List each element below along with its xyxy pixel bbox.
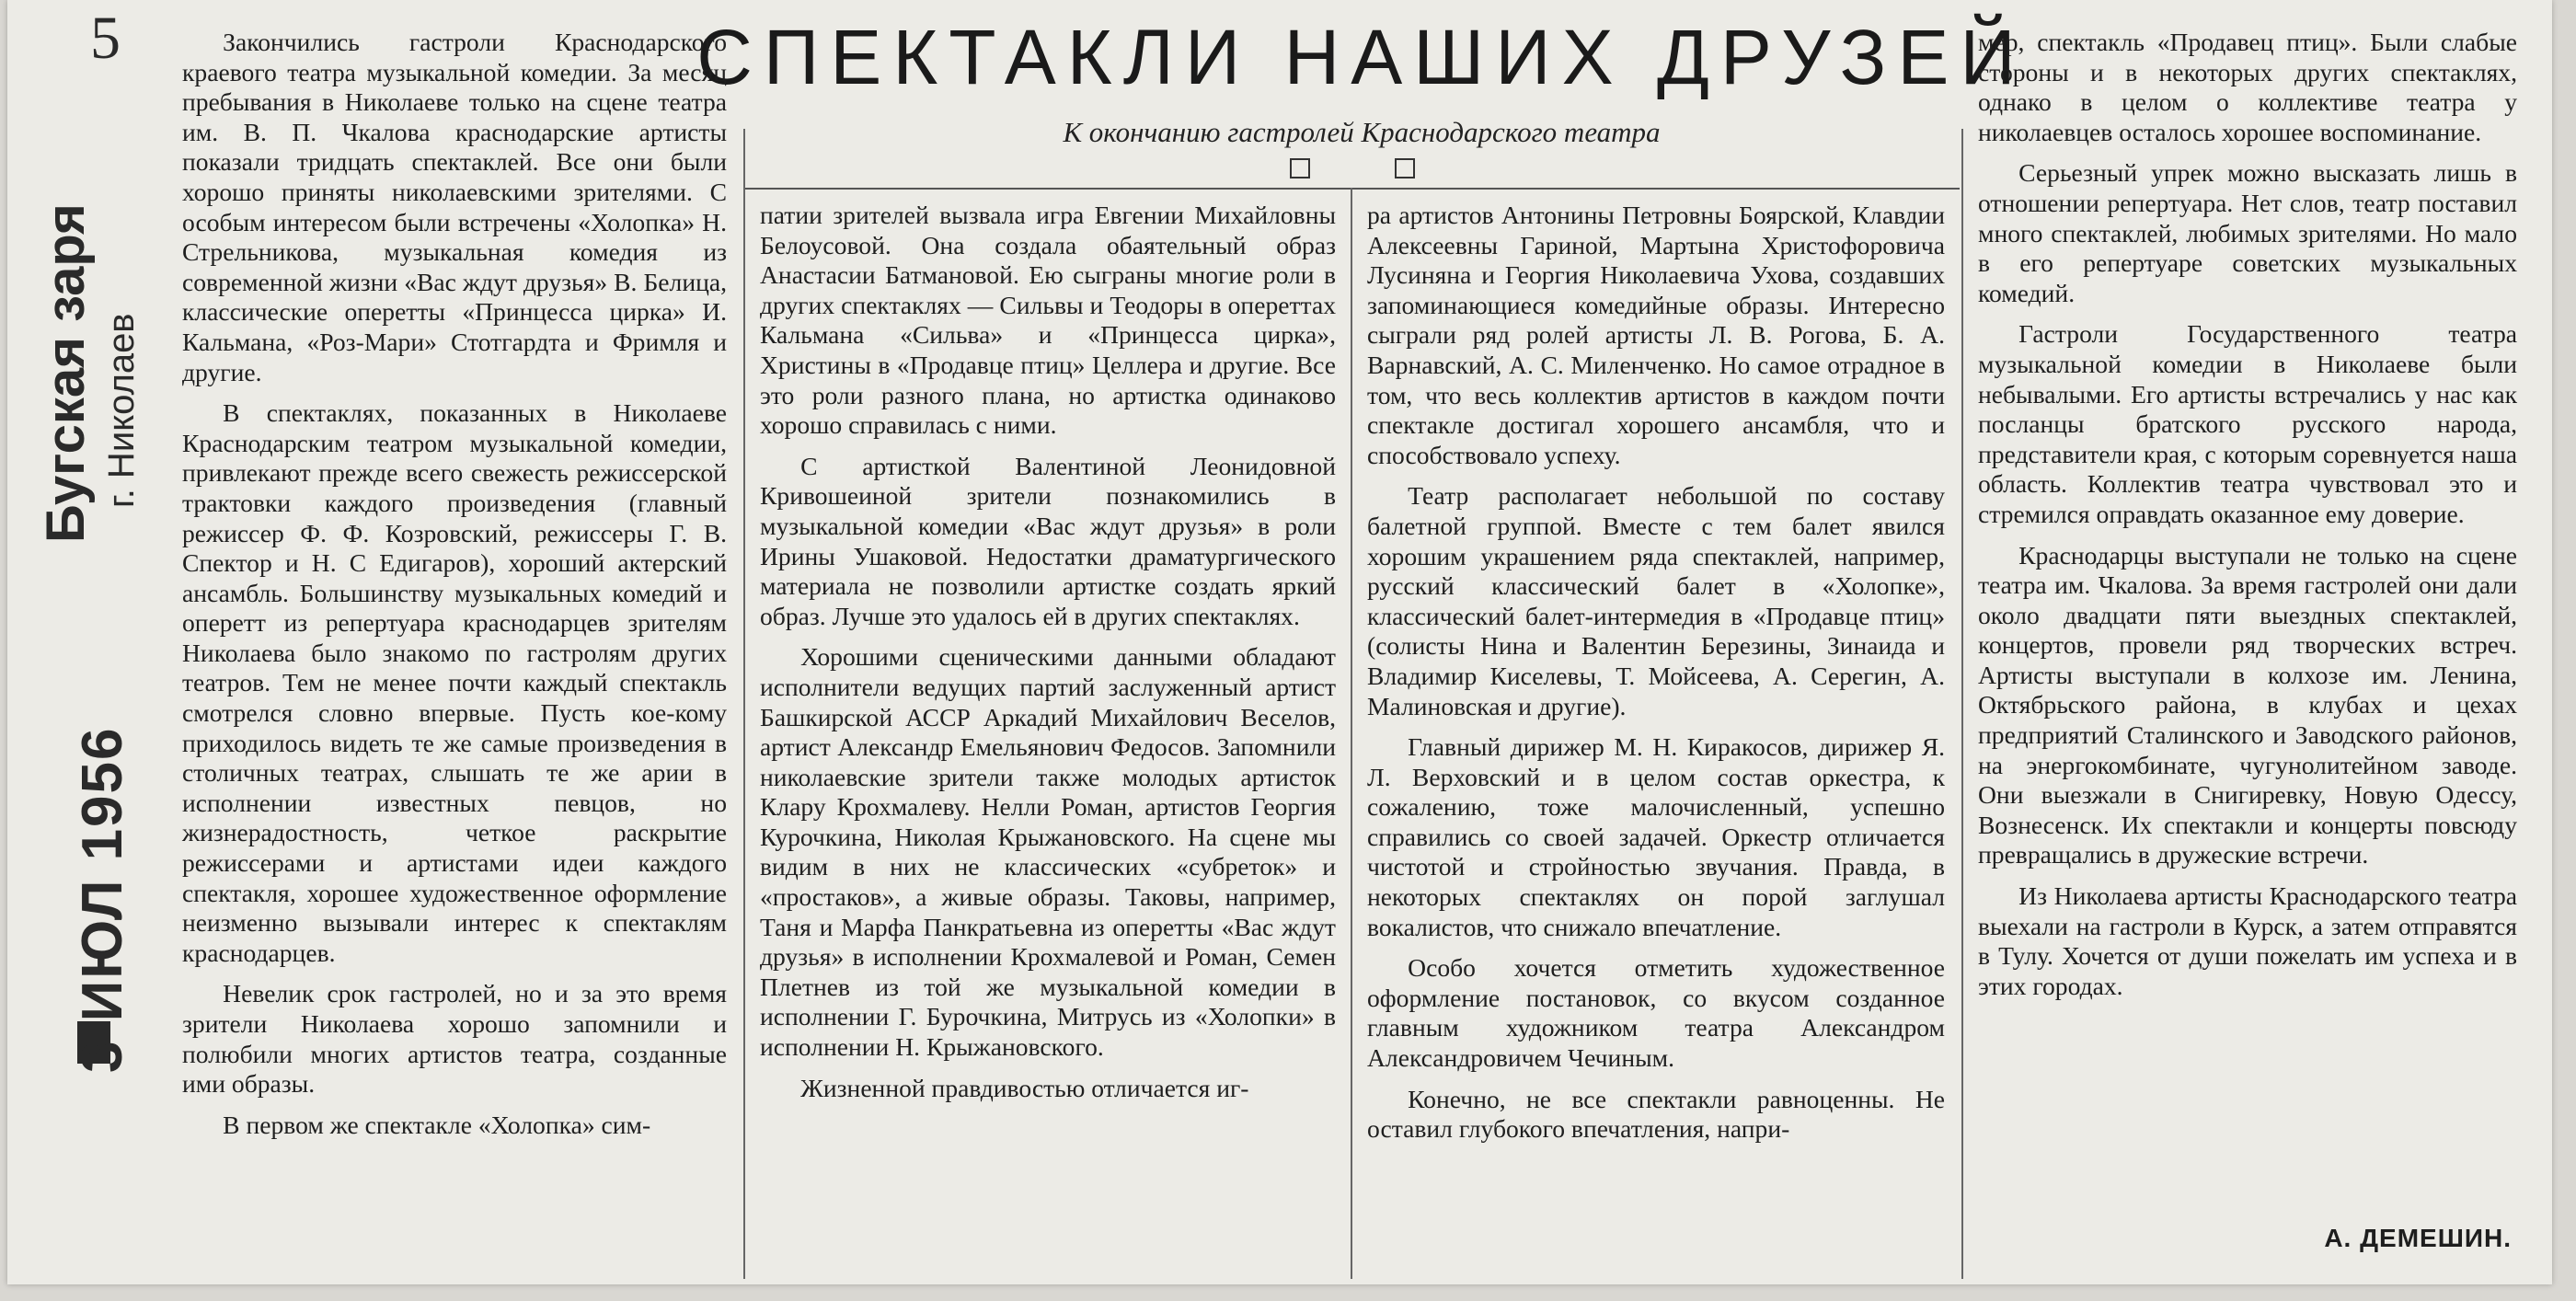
paragraph: Серьезный упрек можно высказать лишь в отношении репертуара. Нет слов, театр поставил много спектаклей, любимых зрителями. Но мало в его репертуаре советских музыкальных комедий. xyxy=(1978,158,2517,307)
column-rule xyxy=(1351,188,1352,1279)
ornament-square xyxy=(1290,158,1310,178)
paragraph: Хорошими сценическими данными обладают исполнители ведущих партий заслуженный артист Башкирской АССР Аркадий Михайлович Веселов, артист Александр Емельянович Федосов. Запомнили николаевские зрители также молодых артисток Клару Крохмалеву. Нелли Роман, артистов Георгия Курочкина, Николая Крыжановского. На сцене мы видим в них не классических «субреток» и «простаков», а живые образы. Таковы, например, Таня и Марфа Панкратьевна из оперетты «Вас ждут друзья» в исполнении Крохмалевой и Роман, Семен Плетнев из той же музыкальной комедии в исполнении Г. Бурочкина, Митрусь из «Холопки» в исполнении Н. Крыжановского. xyxy=(760,642,1336,1062)
paragraph: Конечно, не все спектакли равноценны. Не оставил глубокого впечатления, напри- xyxy=(1367,1084,1945,1144)
paragraph: патии зрителей вызвала игра Евгении Михайловны Белоусовой. Она создала обаятельный образ Анастасии Батмановой. Ею сыграны многие роли в других спектаклях — Сильвы и Теодоры в опереттах Кальмана «Сильва» и «Принцесса цирка», Христины в «Продавце птиц» Целлера и другие. Все это роли разного плана, но артистка одинаково хорошо справилась с ними. xyxy=(760,201,1336,440)
paragraph: Особо хочется отметить художественное оформление постановок, со вкусом созданное главным художником театра Александром Александровичем Чечиным. xyxy=(1367,953,1945,1073)
headline: СПЕКТАКЛИ НАШИХ ДРУЗЕЙ xyxy=(696,14,2027,100)
paragraph: Гастроли Государственного театра музыкальной комедии в Николаеве были небывалыми. Его артисты встречались у нас как посланцы братского русского народа, представители края, с которым соревнуется наша область. Коллектив театра чувствовал это и стремился оправдать оказанное ему доверие. xyxy=(1978,319,2517,528)
article-column-1 xyxy=(182,28,727,1140)
subtitle: К окончанию гастролей Краснодарского театра xyxy=(1063,116,1661,148)
paragraph: Закончились гастроли Краснодарского краевого театра музыкальной комедии. За месяц пребывания в Николаеве только на сцене театра им. В. П. Чкалова краснодарские артисты показали тридцать спектаклей. Все они были хорошо приняты николаевскими зрителями. С особым интересом были встречены «Холопка» Н. Стрельникова, музыкальная комедия из современной жизни «Вас ждут друзья» В. Белица, классические оперетты «Принцесса цирка» И. Кальмана, «Роз-Мари» Стотгардта и Фримля и другие. xyxy=(182,28,727,386)
paragraph: Театр располагает небольшой по составу балетной группой. Вместе с тем балет явился хорошим украшением ряда спектаклей, например, русский классический балет в «Холопке», классический балет-интермедия в «Продавце птиц» (солисты Нина и Валентин Березины, Зинаида и Владимир Киселевы, Т. Мойсеева, А. Серегин, А. Малиновская и другие). xyxy=(1367,481,1945,720)
city-label: г. Николаев xyxy=(101,313,142,508)
paragraph: Краснодарцы выступали не только на сцене театра им. Чкалова. За время гастролей они дали около двадцати пяти выездных спектаклей, концертов, провели ряд творческих встреч. Артисты выступали в колхозе им. Ленина, Октябрьского района, в клубах и цехах предприятий Сталинского и Заводского районов, на энергокомбинате, чугунолитейном заводе. Они выезжали в Снигиревку, Новую Одессу, Вознесенск. Их спектакли и концерты повсюду превращались в дружеские встречи. xyxy=(1978,540,2517,869)
paragraph: В первом же спектакле «Холопка» сим- xyxy=(223,1110,651,1139)
article-column-2 xyxy=(760,201,1336,1103)
date-stamp: 3 ИЮЛ 1956 xyxy=(71,726,134,1073)
column-rule xyxy=(1961,129,1963,1279)
author-signature: А. ДЕМЕШИН. xyxy=(2324,1224,2512,1252)
ornament-square xyxy=(1395,158,1415,178)
paragraph: Невелик срок гастролей, но и за это время зрители Николаева хорошо запомнили и полюбили многих артистов театра, созданные ими образы. xyxy=(182,979,727,1099)
article-column-4 xyxy=(1978,28,2517,1001)
paragraph: мер, спектакль «Продавец птиц». Были слабые стороны и в некоторых других спектаклях, однако в целом о коллективе театра у николаевцев осталось хорошее воспоминание. xyxy=(1978,28,2517,146)
paragraph: Из Николаева артисты Краснодарского театра выехали на гастроли в Курск, а затем отправятся в Тулу. Хочется от души пожелать им успеха и в этих городах. xyxy=(1978,881,2517,1000)
column-rule xyxy=(743,129,745,1279)
paragraph: Жизненной правдивостью отличается иг- xyxy=(800,1073,1249,1102)
paragraph: Главный дирижер М. Н. Киракосов, дирижер Я. Л. Верховский и в целом состав оркестра, к сожалению, тоже малочисленный, успешно справились со своей задачей. Оркестр отличается чистотой и стройностью звучания. Правда, в некоторых спектаклях он порой заглушал вокалистов, что снижало впечатление. xyxy=(1367,732,1945,941)
paragraph: В спектаклях, показанных в Николаеве Краснодарским театром музыкальной комедии, привлекают прежде всего свежесть режиссерской трактовки каждого произведения (главный режиссер Ф. Ф. Козровский, режиссеры Г. В. Спектор и Н. С Едигаров), хороший актерский ансамбль. Большинству музыкальных комедий и оперетт из репертуара краснодарцев зрителям Николаева было знакомо по гастролям других театров. Тем не менее почти каждый спектакль смотрелся словно впервые. Пусть кое-кому приходилось видеть те же самые произведения в столичных театрах, слышать те же арии в исполнении известных певцов, но жизнерадостность, четкое раскрытие режиссерами и артистами идеи каждого спектакля, хорошее художественное оформление неизменно вызывали интерес к спектаклям краснодарцев. xyxy=(182,398,727,967)
newspaper-name: Бугская заря xyxy=(36,203,96,543)
page-number: 5 xyxy=(90,5,121,72)
article-column-3 xyxy=(1367,201,1945,1145)
paragraph: С артисткой Валентиной Леонидовной Кривошеиной зрители познакомились в музыкальной комедии «Вас ждут друзья» в роли Ирины Ушаковой. Недостатки драматургического материала не позволили артистке создать яркий образ. Лучше это удалось ей в других спектаклях. xyxy=(760,451,1336,630)
paragraph: ра артистов Антонины Петровны Боярской, Клавдии Алексеевны Гариной, Мартына Христофоровича Лусиняна и Георгия Николаевича Ухова, создавших запоминающиеся комедийные образы. Интересно сыграли ряд ролей артисты Л. В. Рогова, Б. А. Варнавский, А. С. Миленченко. Но самое отрадное в том, что весь коллектив артистов в каждом почти спектакле достигал хорошего ансамбля, что и способствовало успеху. xyxy=(1367,201,1945,469)
